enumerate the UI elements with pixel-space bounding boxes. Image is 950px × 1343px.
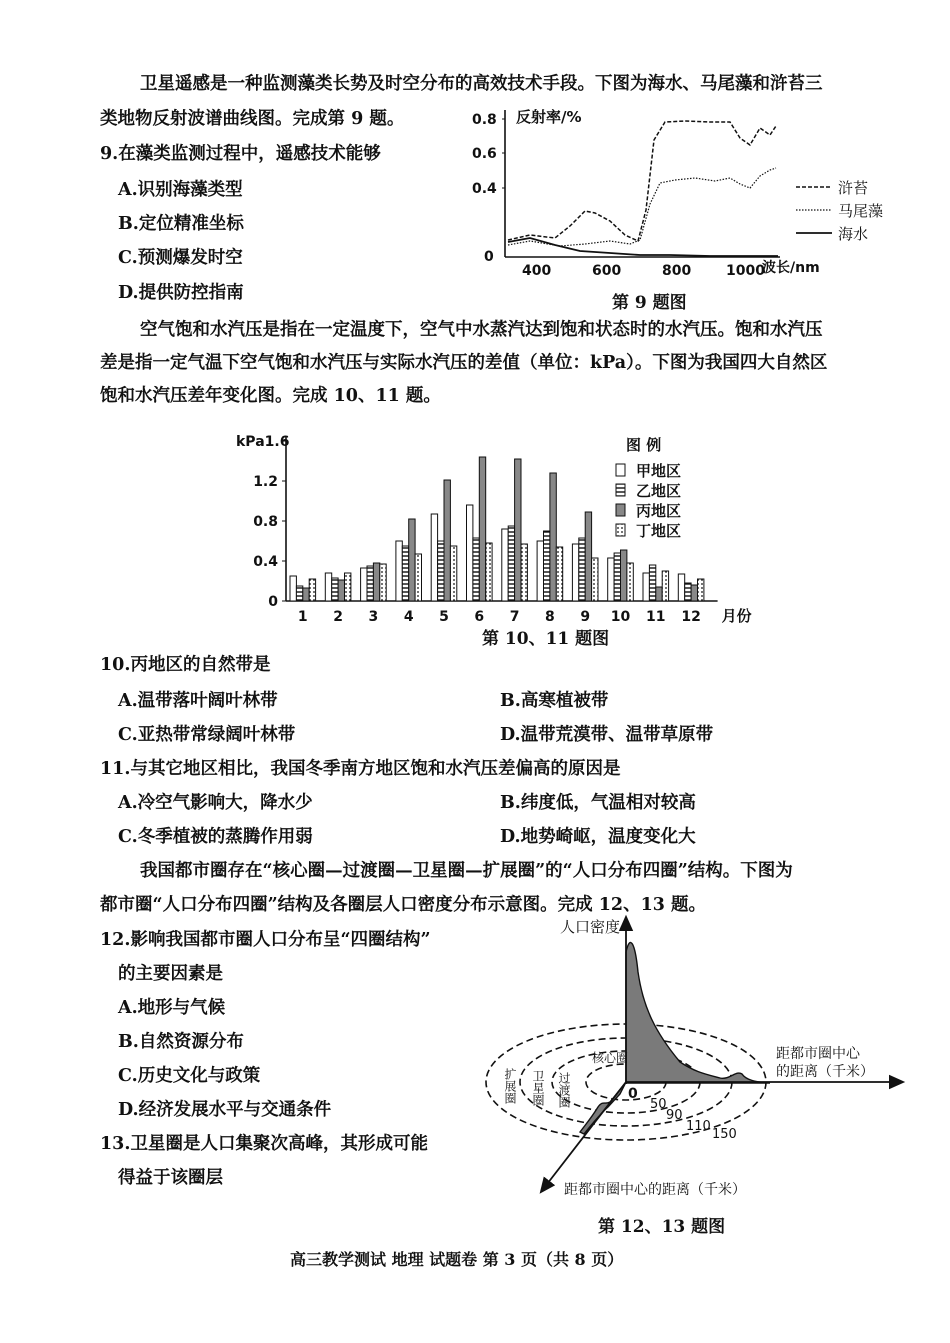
x-tick-label: 2: [333, 609, 343, 625]
q11-option-b: B.纬度低，气温相对较高: [500, 793, 696, 813]
bar-丙地区-1: [303, 588, 309, 601]
passage-2-line-3: 饱和水汽压差年变化图。完成 10、11 题。: [100, 386, 441, 406]
x-tick-label: 6: [474, 609, 485, 625]
bar-甲地区-12: [678, 574, 684, 601]
x-tick-label: 9: [580, 609, 591, 625]
fig9-curve-enteromorpha: [508, 121, 776, 241]
fig9-curve-sargassum: [508, 168, 776, 246]
bar-乙地区-1: [296, 586, 302, 601]
bar-乙地区-7: [508, 526, 514, 601]
bar-乙地区-10: [614, 553, 620, 601]
ring-label-transition-text: 过渡圈: [557, 1072, 571, 1108]
legend-swatch-丁地区: [616, 524, 625, 536]
bar-丁地区-10: [627, 563, 633, 601]
legend-label-丙地区: 丙地区: [636, 502, 682, 520]
bar-乙地区-5: [438, 541, 444, 601]
fig9-ylabel: 反射率/%: [516, 108, 582, 126]
bar-丙地区-11: [656, 587, 662, 601]
q9-option-b: B.定位精准坐标: [118, 214, 244, 234]
q9-stem: 9.在藻类监测过程中，遥感技术能够: [100, 144, 381, 164]
page-footer: 高三教学测试 地理 试题卷 第 3 页（共 8 页）: [290, 1250, 624, 1269]
q12-option-a: A.地形与气候: [118, 998, 226, 1018]
bar-甲地区-6: [467, 505, 473, 601]
bar-甲地区-8: [537, 541, 543, 601]
density-profile-right: [626, 942, 770, 1083]
y-axis-unit-label: kPa1.6: [236, 434, 290, 450]
q11-stem: 11.与其它地区相比，我国冬季南方地区饱和水汽压差偏高的原因是: [100, 759, 621, 779]
q9-option-c: C.预测爆发时空: [118, 248, 243, 268]
passage-2-line-2: 差是指一定气温下空气饱和水汽压与实际水汽压的差值（单位：kPa）。下图为我国四大自然区: [100, 353, 828, 373]
bar-丙地区-2: [338, 580, 344, 601]
bar-丙地区-4: [409, 519, 415, 601]
bar-丁地区-3: [380, 564, 386, 601]
distance-90: 90: [666, 1108, 683, 1123]
q11-option-a: A.冷空气影响大，降水少: [118, 793, 313, 813]
q11-option-c: C.冬季植被的蒸腾作用弱: [118, 827, 313, 847]
bar-甲地区-2: [325, 573, 331, 601]
ring-label-core-text: 核心圈: [592, 1051, 629, 1065]
fig12-13-caption: 第 12、13 题图: [598, 1217, 726, 1237]
ring-label-transition: [557, 1071, 571, 1108]
bar-丙地区-5: [444, 480, 450, 601]
passage-3-line-1: 我国都市圈存在“核心圈—过渡圈—卫星圈—扩展圈”的“人口分布四圈”结构。下图为: [140, 861, 793, 881]
bar-丁地区-5: [450, 546, 456, 601]
distance-50: 50: [650, 1097, 667, 1112]
fig12-axis-right-line-2: 的距离（千米）: [776, 1064, 874, 1080]
x-tick-label: 1: [297, 609, 308, 625]
y-tick-label: 0.4: [253, 554, 278, 570]
x-tick-label: 11: [646, 609, 666, 625]
q12-option-c: C.历史文化与政策: [118, 1066, 261, 1086]
fig12-13-population-diagram: [480, 912, 910, 1202]
ring-label-satellite: [531, 1070, 545, 1106]
bar-丁地区-2: [345, 573, 351, 601]
passage-3-line-2: 都市圈“人口分布四圈”结构及各圈层人口密度分布示意图。完成 12、13 题。: [100, 895, 707, 915]
fig9-caption: 第 9 题图: [612, 293, 687, 313]
q10-option-d: D.温带荒漠带、温带草原带: [500, 725, 714, 745]
bar-丙地区-9: [585, 512, 591, 601]
fig9-legend-seawater: 海水: [838, 225, 869, 243]
q12-option-b: B.自然资源分布: [118, 1032, 244, 1052]
q12-option-d: D.经济发展水平与交通条件: [118, 1100, 332, 1120]
bar-丙地区-12: [691, 585, 697, 601]
q10-option-a: A.温带落叶阔叶林带: [118, 691, 278, 711]
bar-丙地区-3: [373, 563, 379, 601]
q12-stem-line-1: 12.影响我国都市圈人口分布呈“四圈结构”: [100, 930, 431, 950]
bar-甲地区-3: [361, 568, 367, 601]
fig9-reflectance-chart: [460, 100, 900, 300]
fig9-xtick-800: 800: [662, 263, 692, 279]
q10-option-b: B.高寒植被带: [500, 691, 609, 711]
bar-丁地区-6: [486, 543, 492, 601]
ring-label-extension: [503, 1067, 517, 1104]
fig9-ytick-0: 0: [484, 249, 494, 265]
bar-乙地区-4: [402, 546, 408, 601]
fig12-ylabel: 人口密度: [560, 918, 621, 936]
fig12-axis-front: 距都市圈中心的距离（千米）: [564, 1182, 746, 1198]
distance-150: 150: [712, 1127, 737, 1142]
bar-甲地区-9: [572, 544, 578, 601]
x-tick-label: 8: [545, 609, 555, 625]
distance-0: 0: [628, 1086, 638, 1102]
distance-110: 110: [686, 1119, 711, 1134]
legend-title: 图 例: [626, 436, 662, 454]
x-tick-label: 5: [439, 609, 449, 625]
fig9-ytick-06: 0.6: [472, 146, 497, 162]
legend-swatch-丙地区: [616, 504, 625, 516]
q9-option-d: D.提供防控指南: [118, 283, 244, 303]
bar-甲地区-11: [643, 573, 649, 601]
legend-swatch-乙地区: [616, 484, 625, 496]
q11-option-d: D.地势崎岖，温度变化大: [500, 827, 696, 847]
q10-option-c: C.亚热带常绿阔叶林带: [118, 725, 296, 745]
fig9-xtick-1000: 1000: [726, 263, 765, 279]
bar-甲地区-7: [502, 529, 508, 601]
fig9-xtick-600: 600: [592, 263, 622, 279]
bar-乙地区-11: [649, 565, 655, 601]
fig9-ytick-08: 0.8: [472, 112, 497, 128]
bar-乙地区-3: [367, 566, 373, 601]
q9-option-a: A.识别海藻类型: [118, 180, 243, 200]
fig9-curve-seawater: [508, 238, 778, 256]
fig9-ytick-04: 0.4: [472, 181, 497, 197]
q13-stem-line-1: 13.卫星圈是人口集聚次高峰，其形成可能: [100, 1134, 428, 1154]
fig10-11-bar-chart: [228, 426, 768, 626]
bar-乙地区-6: [473, 538, 479, 601]
bar-丁地区-7: [521, 544, 527, 601]
bar-丙地区-10: [621, 550, 627, 601]
fig9-xlabel: 波长/nm: [762, 260, 820, 276]
bar-甲地区-5: [431, 514, 437, 601]
bar-甲地区-10: [608, 558, 614, 601]
bar-乙地区-9: [579, 538, 585, 601]
passage-2-line-1: 空气饱和水汽压是指在一定温度下，空气中水蒸汽达到饱和状态时的水汽压。饱和水汽压: [140, 320, 823, 340]
bar-丙地区-7: [515, 459, 521, 601]
bar-丙地区-8: [550, 473, 556, 601]
x-tick-label: 12: [681, 609, 701, 625]
x-tick-label: 10: [610, 609, 631, 625]
fig9-xtick-400: 400: [522, 263, 552, 279]
ring-label-extension-text: 扩展圈: [503, 1068, 517, 1104]
bar-乙地区-2: [332, 578, 338, 601]
passage-1-line-2: 类地物反射波谱曲线图。完成第 9 题。: [100, 109, 405, 129]
bar-丁地区-11: [662, 571, 668, 601]
y-tick-label: 0: [268, 594, 278, 610]
x-tick-label: 4: [403, 609, 414, 625]
fig10-11-caption: 第 10、11 题图: [482, 629, 610, 649]
passage-1-line-1: 卫星遥感是一种监测藻类长势及时空分布的高效技术手段。下图为海水、马尾藻和浒苔三: [140, 74, 823, 94]
x-tick-label: 3: [368, 609, 379, 625]
bar-丁地区-12: [698, 579, 704, 601]
fig12-axis-right-line-1: 距都市圈中心: [776, 1046, 860, 1062]
legend-label-丁地区: 丁地区: [636, 522, 682, 540]
y-tick-label: 0.8: [253, 514, 278, 530]
legend-label-乙地区: 乙地区: [636, 482, 682, 500]
legend-swatch-甲地区: [616, 464, 625, 476]
q13-stem-line-2: 得益于该圈层: [118, 1168, 223, 1188]
q12-stem-line-2: 的主要因素是: [118, 964, 223, 984]
legend-label-甲地区: 甲地区: [636, 462, 682, 480]
x-axis-label: 月份: [721, 607, 752, 625]
fig9-legend-sargassum: 马尾藻: [838, 202, 884, 220]
ring-label-core: [592, 1050, 628, 1065]
bar-甲地区-4: [396, 541, 402, 601]
fig9-legend-enteromorpha: 浒苔: [838, 179, 869, 197]
bar-丁地区-4: [415, 554, 421, 601]
y-tick-label: 1.2: [253, 474, 278, 490]
bar-丁地区-1: [309, 579, 315, 601]
bar-丁地区-9: [592, 558, 598, 601]
bar-丁地区-8: [556, 547, 562, 601]
bar-丙地区-6: [479, 457, 485, 601]
x-tick-label: 7: [509, 609, 520, 625]
bar-乙地区-12: [685, 583, 691, 601]
ring-label-satellite-text: 卫星圈: [531, 1070, 545, 1106]
bar-乙地区-8: [544, 531, 550, 601]
bar-甲地区-1: [290, 576, 296, 601]
q10-stem: 10.丙地区的自然带是: [100, 655, 271, 675]
